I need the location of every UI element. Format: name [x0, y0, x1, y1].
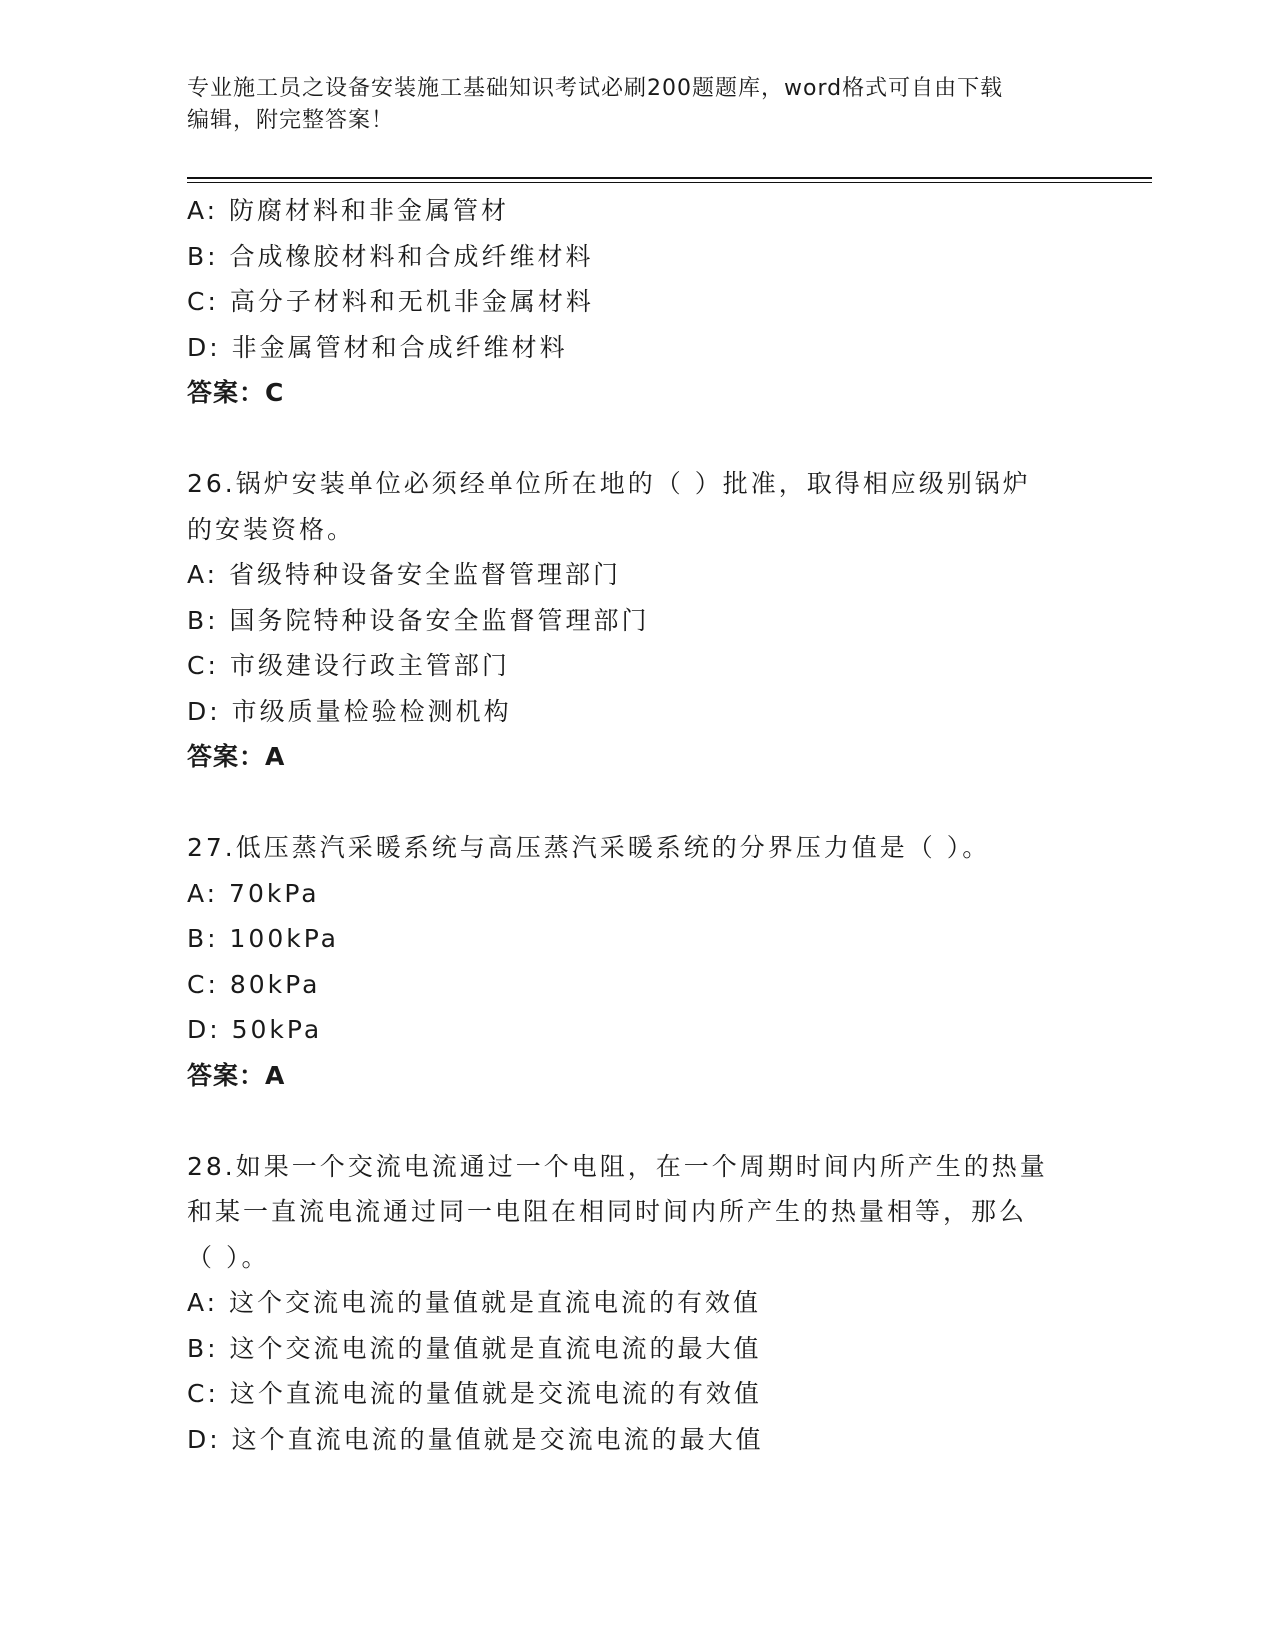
- option-b: B: 100kPa: [187, 924, 339, 953]
- question-stem-line-2: 的安装资格。: [187, 514, 356, 544]
- question-stem-line-1: 27.低压蒸汽采暖系统与高压蒸汽采暖系统的分界压力值是（ ）。: [187, 833, 991, 862]
- answer: 答案：A: [187, 1060, 286, 1090]
- question-stem-line-2: 和某一直流电流通过同一电阻在相同时间内所产生的热量相等，那么: [187, 1197, 1028, 1226]
- question-28: [187, 1144, 1087, 1463]
- option-a: A: 这个交流电流的量值就是直流电流的有效值: [187, 1288, 762, 1317]
- question-stem-line-1: 28.如果一个交流电流通过一个电阻，在一个周期时间内所产生的热量: [187, 1151, 1048, 1181]
- spacer: [187, 1098, 1087, 1144]
- question-stem-line-1: 26.锅炉安装单位必须经单位所在地的（ ）批准，取得相应级别锅炉: [187, 469, 1031, 498]
- option-d: D: 市级质量检验检测机构: [187, 696, 512, 726]
- question-stem-line-3: （ ）。: [187, 1242, 270, 1272]
- option-a: A: 省级特种设备安全监督管理部门: [187, 560, 622, 589]
- option-b: B: 这个交流电流的量值就是直流电流的最大值: [187, 1333, 762, 1363]
- option-a: A: 70kPa: [187, 878, 320, 908]
- document-header: [187, 73, 1087, 137]
- header-divider-thick: [187, 177, 1152, 179]
- spacer: [187, 416, 1087, 462]
- question-27: [187, 825, 1087, 1098]
- option-b: B: 国务院特种设备安全监督管理部门: [187, 605, 650, 635]
- option-c: C: 80kPa: [187, 969, 321, 999]
- option-c: C: 这个直流电流的量值就是交流电流的有效值: [187, 1379, 762, 1408]
- header-line-1: 专业施工员之设备安装施工基础知识考试必刷200题题库，word格式可自由下载: [187, 76, 1004, 101]
- question-26: [187, 461, 1087, 780]
- answer: 答案：C: [187, 378, 285, 407]
- option-d: D: 50kPa: [187, 1015, 323, 1044]
- option-c: C: 市级建设行政主管部门: [187, 651, 510, 680]
- option-d: D: 非金属管材和合成纤维材料: [187, 332, 568, 362]
- option-b: B: 合成橡胶材料和合成纤维材料: [187, 241, 594, 271]
- question-list: [187, 188, 1087, 1462]
- option-c: C: 高分子材料和无机非金属材料: [187, 287, 594, 316]
- question-25: [187, 188, 1087, 416]
- answer: 答案：A: [187, 742, 286, 771]
- option-d: D: 这个直流电流的量值就是交流电流的最大值: [187, 1424, 764, 1454]
- header-divider-thin: [187, 182, 1152, 183]
- spacer: [187, 780, 1087, 826]
- header-line-2: 编辑，附完整答案！: [187, 108, 395, 133]
- option-a: A: 防腐材料和非金属管材: [187, 196, 510, 225]
